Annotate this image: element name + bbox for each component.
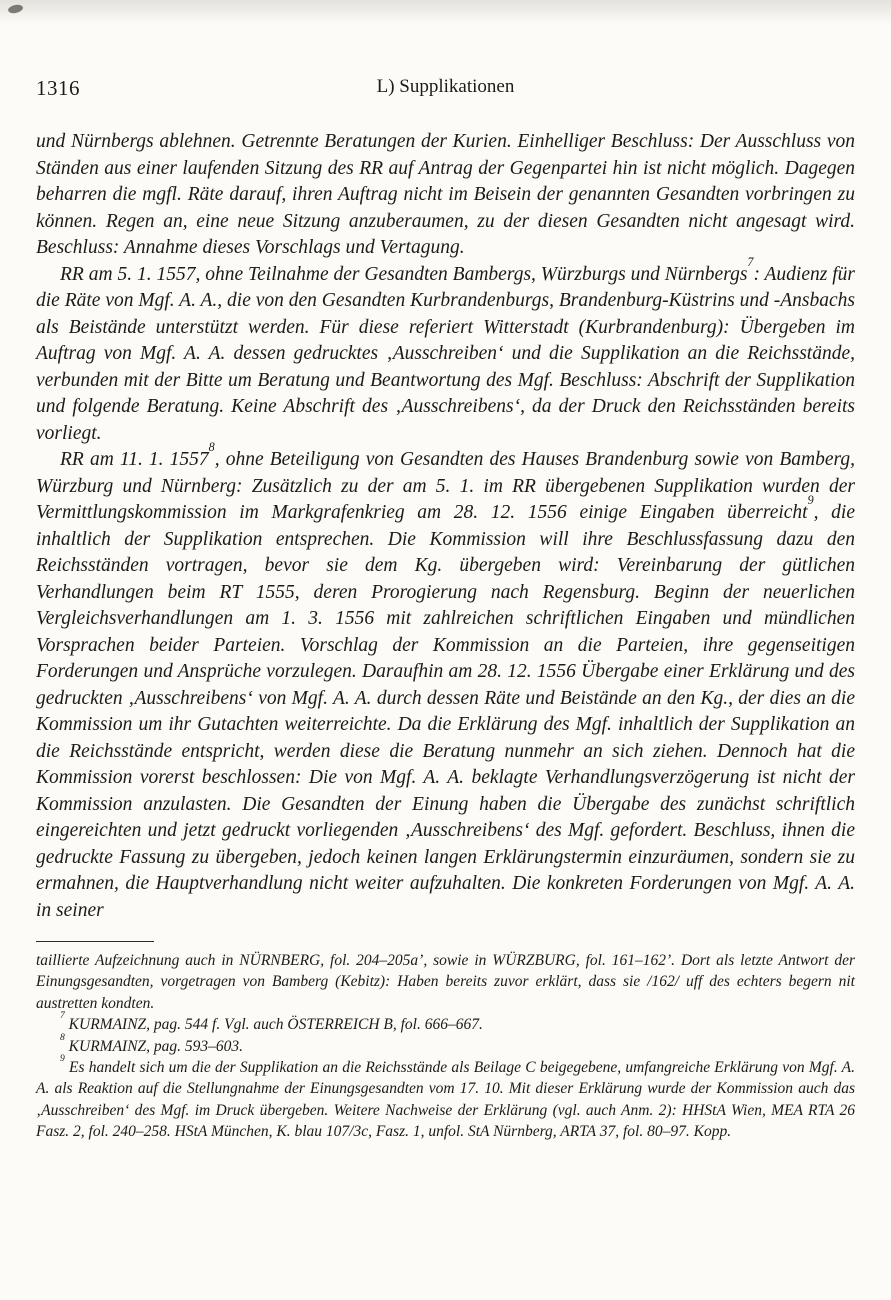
text-run: und Nürnbergs ablehnen. Getrennte Beratungen der Kurien. Einhelliger Beschluss: Der Ausschluss von Ständen aus einer laufenden Sitzung des RR auf Antrag der Gegenpartei hin ist nicht möglich. Dagegen beharren die mgfl. Räte darauf, ihren Auftrag nicht im Beisein der genannten Gesandten vorbringen zu können. Regen an, eine neue Sitzung anzuberaumen, zu der diesen Gesandten nicht angesagt wird. Beschluss: Annahme dieses Vorschlags und Vertagung. <box>36 131 855 258</box>
footnote-marker: 7 <box>60 1010 65 1022</box>
footnote-continuation: taillierte Aufzeichnung auch in NÜRNBERG, fol. 204–205a’, sowie in WÜRZBURG, fol. 161–162’. Dort als letzte Antwort der Einungsgesandten, vorgetragen von Bamberg (Kebitz): Haben bereits zuvor erklärt, dass sie /162/ uff des echters begern nit austretten kondten. <box>36 952 855 1012</box>
scan-artifact-mark <box>7 4 23 15</box>
footnote <box>36 1010 855 1035</box>
text-run: : Audienz für die Räte von Mgf. A. A., die von den Gesandten Kurbrandenburgs, Brandenburg-Küstrins und -Ansbachs als Beistände unterstützt werden. Für diese referiert Witterstadt (Kurbrandenburg): Übergeben im Auftrag von Mgf. A. A. dessen gedrucktes ‚Ausschreiben‘ und die Supplikation an die Reichsstände, verbunden mit der Bitte um Beratung und Beantwortung des Mgf. Beschluss: Abschrift der Supplikation und folgende Beratung. Keine Abschrift des ‚Ausschreibens‘, da der Druck den Reichsständen bereits vorliegt. <box>36 263 855 444</box>
footnote-marker: 8 <box>60 1031 65 1043</box>
footnote-ref: 7 <box>747 254 754 269</box>
paragraph <box>36 440 855 924</box>
text-run: RR am 5. 1. 1557, ohne Teilnahme der Gesandten Bambergs, Würzburgs und Nürnbergs <box>60 263 748 285</box>
text-run: RR am 11. 1. 1557 <box>60 449 209 470</box>
footnote-text: Es handelt sich um die der Supplikation an die Reichsstände als Beilage C beigegebene, umfangreiche Erklärung von Mgf. A. A. als Reaktion auf die Stellungnahme der Einungsgesandten vom 17. 10. Mit dieser Erklärung wurde der Kommission auch das ‚Ausschreiben‘ des Mgf. im Druck übergeben. Weitere Nachweise der Erklärung (vgl. auch Anm. 2): HHStA Wien, MEA RTA 26 Fasz. 2, fol. 240–258. HStA München, K. blau 107/3c, Fasz. 1, unfol. StA Nürnberg, ARTA 37, fol. 80–97. Kopp. <box>36 1059 855 1141</box>
footnote-ref: 9 <box>807 493 814 508</box>
main-text <box>36 129 855 924</box>
text-run: , ohne Beteiligung von Gesandten des Hauses Brandenburg sowie von Bamberg, Würzburg und Nürnberg: Zusätzlich zu der am 5. 1. im RR übergebenen Supplikation wurden der Vermittlungskommission im Markgrafenkrieg am 28. 12. 1556 einige Eingaben überreicht <box>36 449 855 523</box>
page-header <box>36 76 855 104</box>
page-edge-shadow <box>0 0 891 24</box>
running-header: L) Supplikationen <box>376 76 515 97</box>
footnote-ref: 8 <box>208 440 215 455</box>
footnote-text: KURMAINZ, pag. 544 f. Vgl. auch ÖSTERREICH B, fol. 666–667. <box>68 1016 483 1034</box>
page-number: 1316 <box>36 76 80 100</box>
footnote-text: KURMAINZ, pag. 593–603. <box>68 1037 244 1055</box>
text-run: , die inhaltlich der Supplikation entsprechen. Die Kommission will ihre Beschlussfassung dazu den Reichsständen vortragen, bevor sie dem Kg. übergeben wird: Vereinbarung der gütlichen Verhandlungen beim RT 1555, deren Prorogierung nach Regensburg. Beginn der neuerlichen Vergleichsverhandlungen am 1. 3. 1556 mit zahlreichen schriftlichen Eingaben und mündlichen Vorsprachen beider Parteien. Vorschlag der Kommission an die Parteien, ihre gegenseitigen Forderungen und Ansprüche vorzulegen. Daraufhin am 28. 12. 1556 Übergabe einer Erklärung und des gedruckten ‚Ausschreibens‘ von Mgf. A. A. durch dessen Räte und Beistände an den Kg., der dies an die Kommission um ihr Gutachten weiterreichte. Da die Erklärung des Mgf. inhaltlich der Supplikation an die Reichsstände entspricht, werden diese die Beratung nunmehr an sich ziehen. Dennoch hat die Kommission vorerst beschlossen: Die von Mgf. A. A. beklagte Verhandlungsverzögerung ist nicht der Kommission anzulasten. Die Gesandten der Einung haben die Übergabe des zunächst schriftlich eingereichten und jetzt gedruckt vorliegenden ‚Ausschreibens‘ des Mgf. gefordert. Beschluss, ihnen die gedruckte Fassung zu übergeben, jedoch keinen langen Erklärungstermin einzuräumen, sondern sie zu ermahnen, die Hauptverhandlung nicht weiter aufzuhalten. Die konkreten Forderungen von Mgf. A. A. in seiner <box>36 502 855 921</box>
footnote <box>36 1053 855 1143</box>
footnotes <box>36 950 855 1143</box>
paragraph <box>36 129 855 262</box>
footnote <box>36 1031 855 1057</box>
footnote-separator <box>36 941 154 942</box>
footnote-marker: 9 <box>60 1053 65 1065</box>
paragraph <box>36 254 855 448</box>
